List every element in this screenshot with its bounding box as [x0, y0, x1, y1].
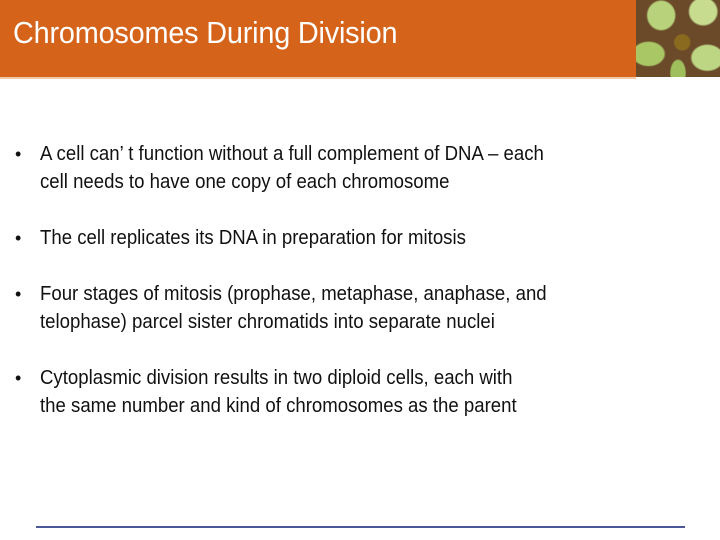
cactus-photo-image — [636, 0, 720, 77]
bullet-item — [0, 364, 720, 420]
bullet-line: cell needs to have one copy of each chromosome — [40, 171, 450, 193]
bullet-list — [0, 140, 720, 448]
bullet-line: telophase) parcel sister chromatids into separate nuclei — [40, 311, 495, 333]
bullet-item — [0, 280, 720, 336]
bullet-line: the same number and kind of chromosomes as the parent — [40, 395, 517, 417]
bullet-icon: • — [15, 228, 22, 248]
slide-title: Chromosomes During Division — [13, 15, 398, 50]
bullet-text — [40, 224, 691, 252]
header-divider — [0, 77, 636, 79]
bullet-text — [40, 140, 691, 196]
bullet-item — [0, 224, 720, 252]
bullet-icon: • — [15, 144, 22, 164]
bullet-icon: • — [15, 284, 22, 304]
bullet-item — [0, 140, 720, 196]
bullet-line: A cell can’ t function without a full complement of DNA – each — [40, 143, 544, 165]
footer-divider — [36, 526, 685, 528]
bullet-line: The cell replicates its DNA in preparation for mitosis — [40, 227, 466, 249]
bullet-icon: • — [15, 368, 22, 388]
bullet-line: Four stages of mitosis (prophase, metaphase, anaphase, and — [40, 283, 547, 305]
bullet-line: Cytoplasmic division results in two diploid cells, each with — [40, 367, 513, 389]
title-bar — [0, 0, 636, 77]
bullet-text — [40, 280, 691, 336]
bullet-text — [40, 364, 691, 420]
